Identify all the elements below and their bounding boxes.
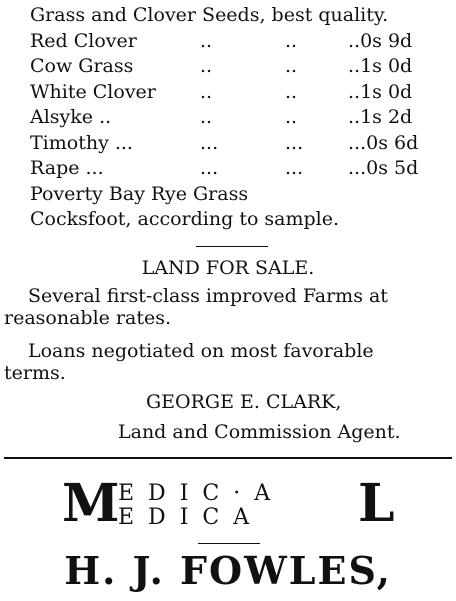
signer-name: GEORGE E. CLARK,: [146, 391, 342, 413]
seeds-extra-line: Cocksfoot, according to sample.: [30, 208, 340, 230]
seeds-extra-line: Poverty Bay Rye Grass: [30, 183, 249, 205]
signer-title: Land and Commission Agent.: [118, 421, 401, 443]
paragraph-line: reasonable rates.: [4, 307, 172, 329]
leader-dots: ..: [200, 81, 213, 103]
seed-name: White Clover: [30, 81, 156, 103]
leader-dots: ..: [200, 55, 213, 77]
seed-row: [30, 81, 440, 105]
short-divider: [198, 543, 260, 544]
seed-name: Red Clover: [30, 30, 137, 52]
seed-price: ...0s 5d: [348, 157, 419, 179]
seed-price: ..1s 0d: [348, 81, 413, 103]
leader-dots: ..: [285, 30, 298, 52]
medical-big-letter-l: L: [358, 473, 395, 534]
seed-price: ...0s 6d: [348, 132, 419, 154]
medical-letters-top: EDIC·A: [118, 481, 285, 506]
medical-big-letter-m: M: [62, 473, 120, 534]
section-divider: [4, 457, 452, 459]
seed-row: [30, 132, 440, 156]
seed-row: [30, 55, 440, 79]
leader-dots: ...: [200, 157, 219, 179]
seed-name: Rape ...: [30, 157, 104, 179]
seed-row: [30, 30, 440, 54]
medical-letters-bottom: EDICA: [118, 505, 264, 530]
leader-dots: ..: [200, 30, 213, 52]
seed-price: ..1s 2d: [348, 106, 413, 128]
land-title: LAND FOR SALE.: [141, 257, 315, 279]
leader-dots: ...: [200, 132, 219, 154]
seed-name: Cow Grass: [30, 55, 134, 77]
leader-dots: ..: [285, 81, 298, 103]
leader-dots: ..: [285, 106, 298, 128]
seeds-heading: Grass and Clover Seeds, best quality.: [30, 4, 389, 26]
land-paragraph-1: [4, 285, 454, 329]
seed-name: Timothy ...: [30, 132, 133, 154]
advertiser-name: H. J. FOWLES,: [64, 548, 392, 593]
leader-dots: ..: [200, 106, 213, 128]
short-divider: [196, 246, 268, 247]
paragraph-line: Loans negotiated on most favorable: [28, 340, 374, 362]
seed-price: ..1s 0d: [348, 55, 413, 77]
leader-dots: ...: [285, 132, 304, 154]
seed-price: ..0s 9d: [348, 30, 413, 52]
paragraph-line: terms.: [4, 362, 66, 384]
land-paragraph-2: [4, 340, 454, 384]
leader-dots: ..: [285, 55, 298, 77]
seed-name: Alsyke ..: [30, 106, 112, 128]
seed-row: [30, 157, 440, 181]
leader-dots: ...: [285, 157, 304, 179]
paragraph-line: Several first-class improved Farms at: [28, 285, 388, 307]
seed-row: [30, 106, 440, 130]
